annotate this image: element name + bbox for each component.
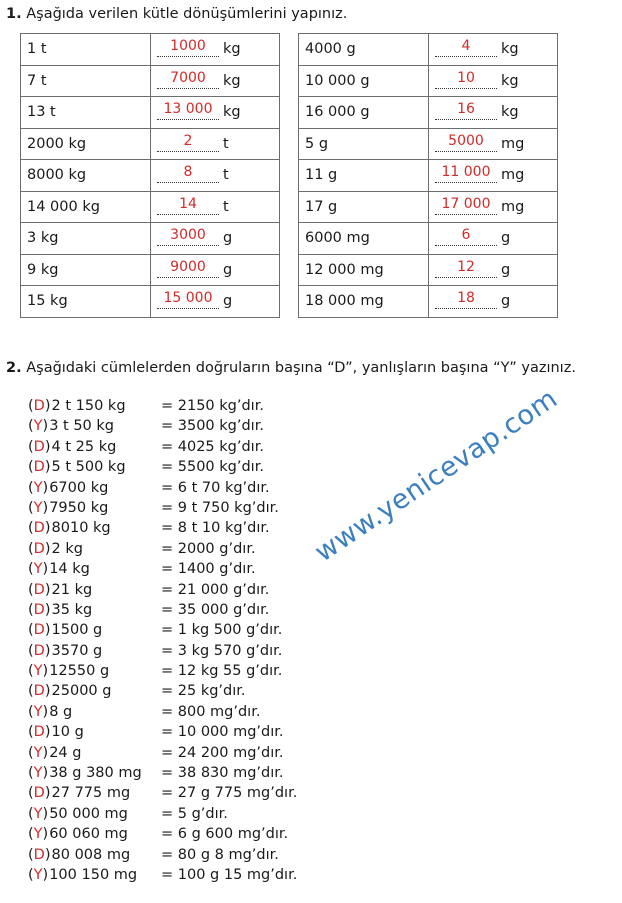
conversion-row — [21, 160, 280, 192]
statement-answer-mark: (D) — [28, 846, 51, 863]
answer-blank — [435, 164, 497, 183]
statement-right-side: = 27 g 775 mg’dır. — [161, 785, 298, 802]
statement-item — [28, 845, 279, 865]
statement-left-side: 80 008 mg — [51, 846, 131, 863]
conversion-row — [21, 254, 280, 286]
statement-right-side: = 2150 kg’dır. — [161, 398, 264, 414]
question-2-title — [6, 360, 576, 376]
conversion-from-cell: 6000 mg — [299, 223, 429, 255]
question-1-text: Aşağıda verilen kütle dönüşümlerini yapınız. — [21, 6, 348, 22]
statement-right-side: = 5500 kg’dır. — [161, 459, 264, 476]
conversion-answer-cell — [151, 65, 280, 97]
conversion-from-cell: 3 kg — [21, 223, 151, 255]
statement-answer-letter: D — [33, 724, 45, 741]
answer-unit: mg — [501, 167, 525, 184]
answer-blank — [157, 132, 219, 152]
statement-answer-mark: (D) — [28, 459, 51, 476]
statement-item — [28, 865, 298, 885]
watermark-text: www.yenicevap.com — [309, 383, 564, 569]
conversion-from-cell: 14 000 kg — [21, 191, 151, 223]
answer-value: 4 — [461, 38, 471, 55]
conversion-answer-cell — [429, 223, 558, 255]
answer-unit: kg — [501, 72, 519, 89]
statement-answer-mark: (Y) — [28, 703, 49, 720]
conversion-row — [299, 128, 558, 160]
conversion-from-cell: 13 t — [21, 97, 151, 129]
statement-left-side: 35 kg — [51, 601, 93, 618]
answer-unit: kg — [223, 41, 241, 58]
conversion-from-cell: 17 g — [299, 191, 429, 223]
statement-left-side: 8 g — [49, 703, 73, 720]
statement-right-side: = 6 t 70 kg’dır. — [161, 479, 270, 496]
statement-item — [28, 702, 261, 722]
answer-blank — [435, 69, 497, 89]
answer-unit: t — [223, 167, 229, 184]
question-1-number: 1. — [6, 6, 22, 22]
statement-answer-mark: (D) — [28, 601, 51, 618]
statement-item — [28, 681, 246, 701]
statement-left-side: 5 t 500 kg — [51, 459, 126, 476]
answer-value: 10 — [457, 69, 475, 86]
conversion-answer-cell — [429, 128, 558, 160]
conversion-row — [299, 160, 558, 192]
statement-answer-letter: Y — [33, 805, 43, 822]
statement-right-side: = 4025 kg’dır. — [161, 438, 264, 455]
statement-list — [28, 396, 298, 885]
statement-right-side: = 9 t 750 kg’dır. — [161, 499, 279, 516]
statement-answer-mark: (D) — [28, 520, 51, 537]
statement-item — [28, 498, 279, 518]
conversion-answer-cell — [429, 97, 558, 129]
conversion-from-cell: 9 kg — [21, 254, 151, 286]
statement-answer-letter: D — [33, 683, 45, 700]
conversion-answer-cell — [429, 191, 558, 223]
statement-item — [28, 722, 284, 742]
statement-answer-mark: (Y) — [28, 866, 49, 883]
statement-left-side: 12550 g — [49, 663, 110, 680]
statement-answer-mark: (Y) — [28, 826, 49, 843]
question-1-title — [6, 6, 347, 22]
conversion-from-cell: 18 000 mg — [299, 286, 429, 318]
statement-answer-mark: (Y) — [28, 805, 49, 822]
statement-left-side: 27 775 mg — [51, 785, 131, 802]
statement-item — [28, 478, 270, 498]
answer-blank — [157, 164, 219, 183]
answer-blank — [435, 101, 497, 120]
statement-item — [28, 641, 283, 661]
answer-value: 8 — [183, 164, 193, 181]
statement-answer-letter: D — [33, 622, 45, 639]
statement-right-side: = 800 mg’dır. — [161, 703, 261, 720]
conversion-answer-cell — [429, 286, 558, 318]
answer-value: 16 — [457, 101, 475, 118]
answer-blank — [435, 258, 497, 278]
statement-right-side: = 24 200 mg’dır. — [161, 744, 284, 761]
statement-answer-mark: (Y) — [28, 744, 49, 761]
conversion-from-cell: 16 000 g — [299, 97, 429, 129]
statement-answer-mark: (Y) — [28, 479, 49, 496]
answer-blank — [157, 290, 219, 309]
conversion-from-cell: 1 t — [21, 34, 151, 66]
answer-value: 5000 — [448, 132, 484, 149]
statement-left-side: 3570 g — [51, 642, 103, 659]
answer-blank — [157, 38, 219, 57]
conversion-row — [299, 286, 558, 318]
conversion-row — [21, 223, 280, 255]
statement-item — [28, 518, 270, 538]
statement-right-side: = 38 830 mg’dır. — [161, 765, 284, 782]
statement-item — [28, 457, 264, 477]
statement-left-side: 25000 g — [51, 683, 112, 700]
conversion-answer-cell — [151, 223, 280, 255]
statement-answer-mark: (Y) — [28, 765, 49, 782]
answer-value: 6 — [461, 227, 471, 244]
answer-unit: g — [501, 230, 511, 247]
statement-right-side: = 1400 g’dır. — [161, 561, 256, 578]
statement-left-side: 2 t 150 kg — [51, 398, 126, 414]
conversion-from-cell: 11 g — [299, 160, 429, 192]
statement-item — [28, 824, 289, 844]
statement-answer-mark: (Y) — [28, 418, 49, 435]
conversion-row — [21, 65, 280, 97]
statement-right-side: = 2000 g’dır. — [161, 540, 256, 557]
conversion-answer-cell — [151, 97, 280, 129]
statement-item — [28, 804, 228, 824]
statement-answer-letter: D — [33, 398, 45, 414]
statement-answer-letter: Y — [33, 561, 43, 578]
statement-answer-letter: Y — [33, 826, 43, 843]
statement-answer-mark: (D) — [28, 581, 51, 598]
statement-right-side: = 80 g 8 mg’dır. — [161, 846, 279, 863]
statement-left-side: 8010 kg — [51, 520, 111, 537]
statement-answer-mark: (D) — [28, 724, 51, 741]
statement-answer-mark: (Y) — [28, 499, 49, 516]
conversion-row — [21, 128, 280, 160]
statement-answer-letter: D — [33, 581, 45, 598]
answer-unit: mg — [501, 135, 525, 152]
statement-item — [28, 396, 264, 416]
statement-answer-letter: Y — [33, 663, 43, 680]
answer-unit: t — [223, 198, 229, 215]
statement-left-side: 1500 g — [51, 622, 103, 639]
conversion-answer-cell — [151, 254, 280, 286]
answer-value: 2 — [183, 132, 193, 149]
statement-right-side: = 12 kg 55 g’dır. — [161, 663, 283, 680]
statement-answer-letter: Y — [33, 703, 43, 720]
statement-answer-mark: (Y) — [28, 663, 49, 680]
answer-blank — [435, 132, 497, 152]
answer-unit: kg — [223, 104, 241, 121]
statement-answer-mark: (D) — [28, 642, 51, 659]
conversion-row — [21, 34, 280, 66]
answer-unit: g — [223, 261, 233, 278]
answer-unit: mg — [501, 198, 525, 215]
statement-left-side: 2 kg — [51, 540, 83, 557]
conversion-table-left — [20, 33, 280, 318]
statement-answer-mark: (D) — [28, 438, 51, 455]
conversion-answer-cell — [429, 34, 558, 66]
conversion-table-right — [298, 33, 558, 318]
statement-item — [28, 783, 298, 803]
answer-value: 14 — [179, 195, 197, 212]
conversion-row — [21, 97, 280, 129]
statement-item — [28, 743, 284, 763]
statement-answer-letter: D — [33, 459, 45, 476]
answer-value: 11 000 — [441, 164, 491, 181]
answer-blank — [157, 69, 219, 89]
statement-item — [28, 763, 284, 783]
statement-right-side: = 3500 kg’dır. — [161, 418, 264, 435]
statement-answer-mark: (D) — [28, 398, 51, 414]
statement-left-side: 4 t 25 kg — [51, 438, 117, 455]
statement-right-side: = 6 g 600 mg’dır. — [161, 826, 289, 843]
statement-answer-letter: Y — [33, 499, 43, 516]
statement-left-side: 10 g — [51, 724, 84, 741]
answer-blank — [435, 195, 497, 215]
conversion-answer-cell — [429, 65, 558, 97]
conversion-answer-cell — [429, 160, 558, 192]
answer-unit: g — [223, 230, 233, 247]
statement-right-side: = 1 kg 500 g’dır. — [161, 622, 283, 639]
question-2-number: 2. — [6, 360, 22, 376]
statement-left-side: 60 060 mg — [49, 826, 128, 843]
conversion-row — [299, 191, 558, 223]
statement-left-side: 6700 kg — [49, 479, 109, 496]
answer-unit: g — [501, 293, 511, 310]
statement-left-side: 21 kg — [51, 581, 93, 598]
answer-value: 18 — [457, 290, 475, 307]
conversion-row — [21, 191, 280, 223]
statement-item — [28, 559, 256, 579]
statement-item — [28, 600, 270, 620]
answer-value: 15 000 — [163, 290, 213, 307]
statement-right-side: = 5 g’dır. — [161, 805, 228, 822]
answer-value: 9000 — [170, 258, 206, 275]
statement-left-side: 100 150 mg — [49, 866, 138, 883]
answer-unit: kg — [223, 72, 241, 89]
answer-blank — [435, 290, 497, 309]
conversion-row — [299, 223, 558, 255]
statement-right-side: = 21 000 g’dır. — [161, 581, 270, 598]
conversion-from-cell: 5 g — [299, 128, 429, 160]
conversion-row — [299, 254, 558, 286]
statement-right-side: = 10 000 mg’dır. — [161, 724, 284, 741]
conversion-answer-cell — [151, 286, 280, 318]
answer-value: 1000 — [170, 38, 206, 55]
statement-answer-mark: (Y) — [28, 561, 49, 578]
conversion-answer-cell — [429, 254, 558, 286]
statement-answer-letter: D — [33, 846, 45, 863]
conversion-answer-cell — [151, 34, 280, 66]
answer-unit: kg — [501, 104, 519, 121]
statement-answer-mark: (D) — [28, 622, 51, 639]
answer-unit: g — [501, 261, 511, 278]
statement-left-side: 50 000 mg — [49, 805, 128, 822]
conversion-from-cell: 10 000 g — [299, 65, 429, 97]
statement-left-side: 7950 kg — [49, 499, 109, 516]
statement-left-side: 38 g 380 mg — [49, 765, 142, 782]
statement-answer-letter: Y — [33, 765, 43, 782]
answer-blank — [435, 227, 497, 246]
answer-blank — [157, 227, 219, 246]
answer-value: 7000 — [170, 69, 206, 86]
statement-item — [28, 539, 256, 559]
statement-right-side: = 100 g 15 mg’dır. — [161, 866, 298, 883]
statement-item — [28, 580, 270, 600]
statement-left-side: 24 g — [49, 744, 82, 761]
statement-answer-mark: (D) — [28, 683, 51, 700]
statement-item — [28, 437, 264, 457]
answer-unit: kg — [501, 41, 519, 58]
statement-answer-letter: Y — [33, 866, 43, 883]
conversion-answer-cell — [151, 128, 280, 160]
answer-blank — [157, 195, 219, 215]
answer-blank — [157, 258, 219, 278]
statement-answer-letter: D — [33, 785, 45, 802]
statement-left-side: 3 t 50 kg — [49, 418, 114, 435]
answer-blank — [435, 38, 497, 57]
conversion-from-cell: 4000 g — [299, 34, 429, 66]
answer-value: 17 000 — [441, 195, 491, 212]
question-2-text: Aşağıdaki cümlelerden doğruların başına “D”, yanlışların başına “Y” yazınız. — [21, 360, 576, 376]
conversion-row — [299, 34, 558, 66]
statement-answer-letter: Y — [33, 744, 43, 761]
statement-right-side: = 25 kg’dır. — [161, 683, 246, 700]
answer-value: 3000 — [170, 227, 206, 244]
answer-value: 12 — [457, 258, 475, 275]
statement-right-side: = 3 kg 570 g’dır. — [161, 642, 283, 659]
statement-item — [28, 620, 283, 640]
conversion-from-cell: 8000 kg — [21, 160, 151, 192]
answer-unit: t — [223, 135, 229, 152]
statement-answer-mark: (D) — [28, 540, 51, 557]
conversion-row — [21, 286, 280, 318]
statement-right-side: = 8 t 10 kg’dır. — [161, 520, 270, 537]
statement-item — [28, 416, 264, 436]
statement-answer-letter: D — [33, 438, 45, 455]
answer-value: 13 000 — [163, 101, 213, 118]
statement-answer-letter: D — [33, 601, 45, 618]
statement-item — [28, 661, 283, 681]
statement-answer-letter: D — [33, 540, 45, 557]
statement-answer-letter: Y — [33, 418, 43, 435]
conversion-row — [299, 97, 558, 129]
statement-answer-letter: D — [33, 642, 45, 659]
conversion-answer-cell — [151, 191, 280, 223]
conversion-from-cell: 2000 kg — [21, 128, 151, 160]
statement-answer-letter: D — [33, 520, 45, 537]
conversion-from-cell: 7 t — [21, 65, 151, 97]
conversion-from-cell: 12 000 mg — [299, 254, 429, 286]
statement-answer-letter: Y — [33, 479, 43, 496]
statement-answer-mark: (D) — [28, 785, 51, 802]
answer-blank — [157, 101, 219, 120]
statement-left-side: 14 kg — [49, 561, 90, 578]
conversion-row — [299, 65, 558, 97]
answer-unit: g — [223, 293, 233, 310]
conversion-from-cell: 15 kg — [21, 286, 151, 318]
conversion-answer-cell — [151, 160, 280, 192]
statement-right-side: = 35 000 g’dır. — [161, 601, 270, 618]
